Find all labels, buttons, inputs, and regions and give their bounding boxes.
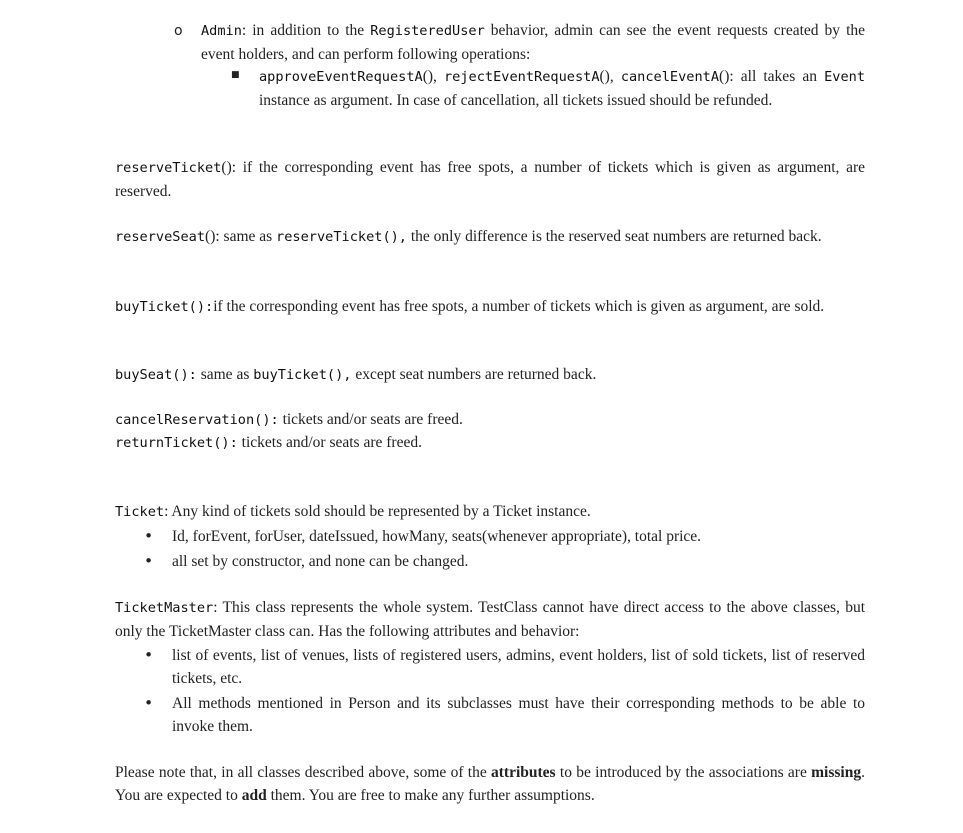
ticket-class-name: Ticket — [115, 504, 165, 520]
return-ticket-method: returnTicket(): — [115, 435, 238, 451]
admin-paragraph: Admin: in addition to the RegisteredUser behavior, admin can see the event requests created by the event holders, and can perform following operations: — [201, 22, 866, 63]
buy-ticket-method: buyTicket(): — [115, 299, 214, 315]
approve-method: approveEventRequestA — [259, 69, 423, 85]
attributes-emphasis: attributes — [491, 764, 556, 781]
ticketmaster-paragraph: TicketMaster: This class represents the whole system. TestClass cannot have direct access to the above classes, but only the TicketMaster class can. Has the following attributes and behavior: — [115, 599, 865, 640]
ticket-heading-paragraph: Ticket: Any kind of tickets sold should be represented by a Ticket instance. — [115, 503, 591, 520]
buy-ticket-paragraph: buyTicket():if the corresponding event has free spots, a number of tickets which is given as argument, are sold. — [115, 298, 825, 315]
add-emphasis: add — [241, 787, 267, 804]
ticket-bullet-2: all set by constructor, and none can be changed. — [172, 553, 469, 570]
reserve-ticket-paragraph: reserveTicket(): if the corresponding event has free spots, a number of tickets which is given as argument, are reserved. — [115, 159, 865, 200]
missing-emphasis: missing — [811, 764, 862, 781]
cancel-reservation-line: cancelReservation(): tickets and/or seats are freed. — [115, 411, 463, 428]
reject-method: rejectEventRequestA — [444, 69, 600, 85]
buy-seat-paragraph: buySeat(): same as buyTicket(), except seat numbers are returned back. — [115, 366, 597, 383]
bullet-icon: • — [144, 527, 154, 545]
bullet-icon: • — [144, 694, 154, 712]
note-paragraph: Please note that, in all classes described above, some of the attributes to be introduced by the associations are missing. You are expected to add them. You are free to make any further assumptions. — [115, 764, 865, 804]
buy-seat-method: buySeat(): — [115, 367, 197, 383]
ticket-bullet-1: Id, forEvent, forUser, dateIssued, howMany, seats(whenever appropriate), total price. — [172, 528, 702, 545]
admin-ops-paragraph: approveEventRequestA(), rejectEventRequestA(), cancelEventA(): all takes an Event instance as argument. In case of cancellation, all tickets issued should be refunded. — [259, 68, 865, 109]
cancel-event-method: cancelEventA — [620, 69, 720, 85]
admin-class-name: Admin — [201, 23, 242, 39]
square-bullet-icon: ■ — [231, 70, 240, 80]
reserve-seat-method: reserveSeat — [115, 229, 206, 245]
bullet-icon: • — [144, 552, 154, 570]
circle-bullet-icon: o — [174, 23, 183, 39]
bullet-icon: • — [144, 646, 154, 664]
reserve-ticket-method: reserveTicket — [115, 160, 222, 176]
return-ticket-line: returnTicket(): tickets and/or seats are freed. — [115, 434, 422, 451]
ticketmaster-bullet-1: list of events, list of venues, lists of registered users, admins, event holders, list of sold tickets, list of reserved tickets, etc. — [172, 647, 865, 687]
event-class-ref: Event — [824, 69, 865, 85]
ticketmaster-bullet-2: All methods mentioned in Person and its subclasses must have their corresponding methods to be able to invoke them. — [172, 695, 865, 735]
ticketmaster-class-name: TicketMaster — [115, 600, 214, 616]
cancel-reservation-method: cancelReservation(): — [115, 412, 279, 428]
buy-ticket-ref: buyTicket(), — [253, 367, 352, 383]
registered-user-ref: RegisteredUser — [370, 23, 485, 39]
reserve-seat-paragraph: reserveSeat(): same as reserveTicket(), the only difference is the reserved seat numbers are returned back. — [115, 228, 822, 245]
reserve-ticket-ref: reserveTicket(), — [276, 229, 407, 245]
